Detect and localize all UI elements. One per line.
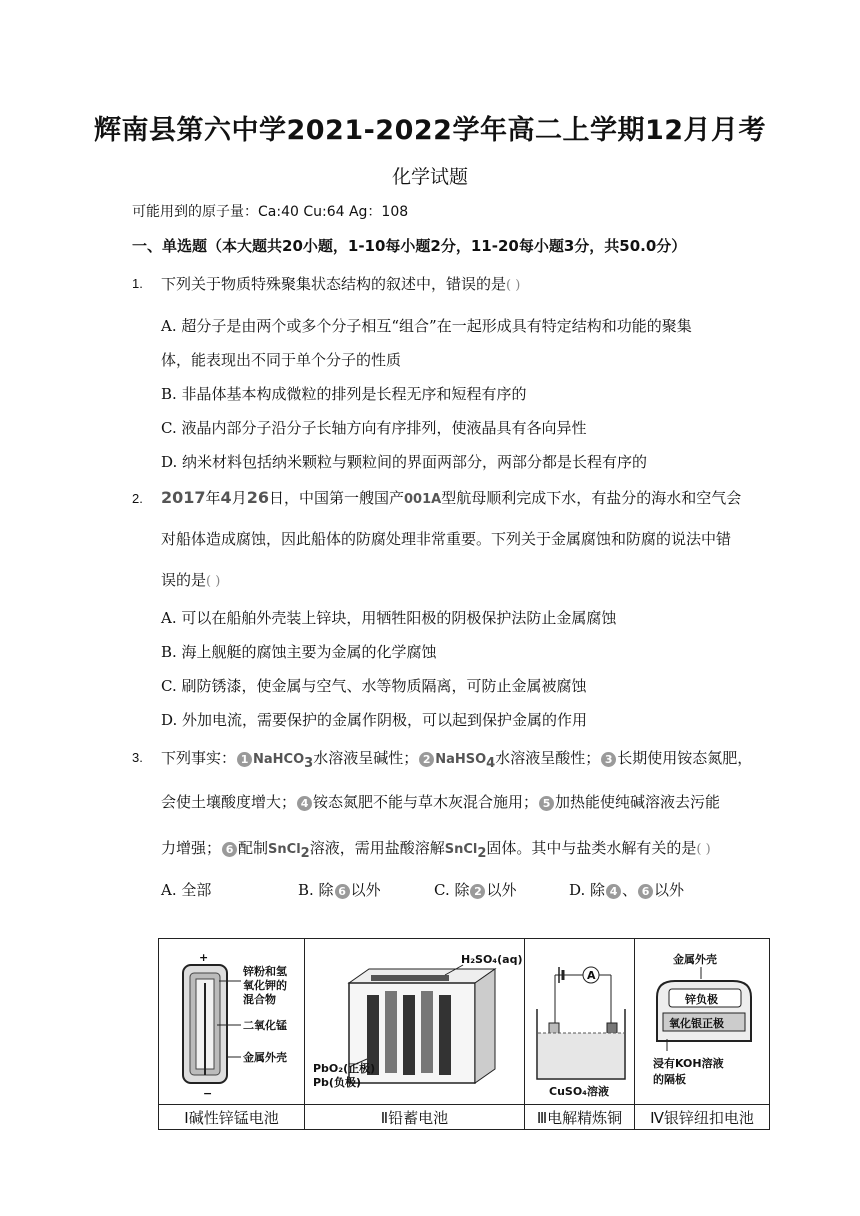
svg-text:PbO₂(正极): PbO₂(正极) xyxy=(313,1062,376,1075)
circled-number: 6 xyxy=(222,842,237,857)
circled-number: 5 xyxy=(539,796,554,811)
question-2-stem: 2017年4月26日，中国第一艘国产001A型航母顺利完成下水，有盐分的海水和空气会 xyxy=(161,488,742,507)
answer-paren: ( ) xyxy=(506,278,521,293)
option-a: A. 超分子是由两个或多个分子相互“组合”在一起形成具有特定结构和功能的聚集 xyxy=(161,317,692,335)
circled-number: 4 xyxy=(606,884,621,899)
option-c: C. 刷防锈漆，使金属与空气、水等物质隔离，可防止金属被腐蚀 xyxy=(161,677,587,695)
svg-text:锌负极: 锌负极 xyxy=(685,993,718,1006)
caption-lead-acid-battery: Ⅱ铅蓄电池 xyxy=(305,1104,525,1130)
circled-number: 4 xyxy=(297,796,312,811)
option-b: B. 海上舰艇的腐蚀主要为金属的化学腐蚀 xyxy=(161,643,437,661)
section-heading: 一、单选题（本大题共20小题，1-10每小题2分，11-20每小题3分，共50.0分） xyxy=(132,237,687,255)
minus-sign: − xyxy=(203,1087,213,1100)
svg-text:H₂SO₄(aq): H₂SO₄(aq) xyxy=(461,953,523,966)
caption-button-battery: Ⅳ银锌纽扣电池 xyxy=(635,1104,769,1130)
ammeter-label: A xyxy=(587,969,596,982)
question-2-line2: 对船体造成腐蚀，因此船体的防腐处理非常重要。下列关于金属腐蚀和防腐的说法中错 xyxy=(161,530,732,548)
circled-number: 3 xyxy=(601,752,616,767)
question-number: 2. xyxy=(132,491,143,506)
plus-sign: + xyxy=(199,951,209,964)
option-b: B. 非晶体基本构成微粒的排列是长程无序和短程有序的 xyxy=(161,385,527,403)
caption-copper-refining: Ⅲ电解精炼铜 xyxy=(525,1104,635,1130)
electrolysis-cell-icon xyxy=(525,939,635,1104)
circled-number: 6 xyxy=(335,884,350,899)
option-d: D. 除 4 、 6 以外 xyxy=(569,881,685,899)
alkaline-battery-icon xyxy=(159,939,305,1104)
option-a: A. 可以在船舶外壳装上锌块，用牺牲阳极的阴极保护法防止金属腐蚀 xyxy=(161,609,617,627)
circled-number: 1 xyxy=(237,752,252,767)
question-1-stem: 下列关于物质特殊聚集状态结构的叙述中，错误的是( ) xyxy=(161,275,521,293)
alkaline-battery-diagram xyxy=(159,939,305,1104)
page-title: 辉南县第六中学2021-2022学年高二上学期12月月考 xyxy=(93,115,767,146)
option-c: C. 除 2 以外 xyxy=(434,881,517,899)
option-d: D. 外加电流，需要保护的金属作阴极，可以起到保护金属的作用 xyxy=(161,711,588,729)
option-d: D. 纳米材料包括纳米颗粒与颗粒间的界面两部分，两部分都是长程有序的 xyxy=(161,453,648,471)
svg-text:Pb(负极): Pb(负极) xyxy=(313,1076,361,1089)
circled-number: 2 xyxy=(470,884,485,899)
svg-text:金属外壳: 金属外壳 xyxy=(673,953,717,966)
atomic-masses: 可能用到的原子量：Ca:40 Cu:64 Ag：108 xyxy=(132,204,409,220)
option-b: B. 除 6 以外 xyxy=(298,881,381,899)
button-battery-icon xyxy=(635,939,770,1104)
question-3-line1: 下列事实： 1 NaHCO$_3$水溶液呈碱性； 2 NaHSO$_4$水溶液呈酸性； 3 长期使用铵态氮肥， xyxy=(161,749,753,771)
svg-text:金属外壳: 金属外壳 xyxy=(243,1051,287,1064)
svg-text:浸有KOH溶液: 浸有KOH溶液 xyxy=(653,1057,724,1070)
button-battery-diagram xyxy=(635,939,770,1104)
option-a: A. 全部 xyxy=(161,881,212,899)
caption-alkaline-battery: Ⅰ碱性锌锰电池 xyxy=(159,1104,305,1130)
lead-acid-battery-icon xyxy=(305,939,525,1104)
svg-text:二氧化锰: 二氧化锰 xyxy=(243,1019,287,1032)
question-3-line2: 会使土壤酸度增大； 4 铵态氮肥不能与草木灰混合施用； 5 加热能使纯碱溶液去污能 xyxy=(161,793,721,811)
svg-text:混合物: 混合物 xyxy=(243,993,276,1006)
answer-paren: ( ) xyxy=(206,574,221,589)
svg-text:锌粉和氢: 锌粉和氢 xyxy=(243,965,287,978)
battery-figure-table xyxy=(158,938,770,1130)
svg-text:CuSO₄溶液: CuSO₄溶液 xyxy=(549,1085,609,1098)
circled-number: 2 xyxy=(419,752,434,767)
circled-number: 6 xyxy=(638,884,653,899)
svg-text:氧化钾的: 氧化钾的 xyxy=(243,979,287,992)
question-number: 1. xyxy=(132,276,143,291)
copper-electrolysis-diagram xyxy=(525,939,635,1104)
option-c: C. 液晶内部分子沿分子长轴方向有序排列，使液晶具有各向异性 xyxy=(161,419,587,437)
answer-paren: ( ) xyxy=(696,842,711,857)
question-3-line3: 力增强； 6 配制SnCl$_2$溶液，需用盐酸溶解SnCl$_2$固体。其中与盐类水解有关的是( ) xyxy=(161,839,711,861)
option-a-cont: 体，能表现出不同于单个分子的性质 xyxy=(161,351,402,369)
lead-acid-battery-diagram xyxy=(305,939,525,1104)
page-subtitle: 化学试题 xyxy=(391,166,468,188)
svg-text:的隔板: 的隔板 xyxy=(653,1073,686,1086)
question-number: 3. xyxy=(132,750,143,765)
question-2-line3: 误的是( ) xyxy=(161,571,221,589)
svg-text:氧化银正极: 氧化银正极 xyxy=(669,1017,724,1030)
